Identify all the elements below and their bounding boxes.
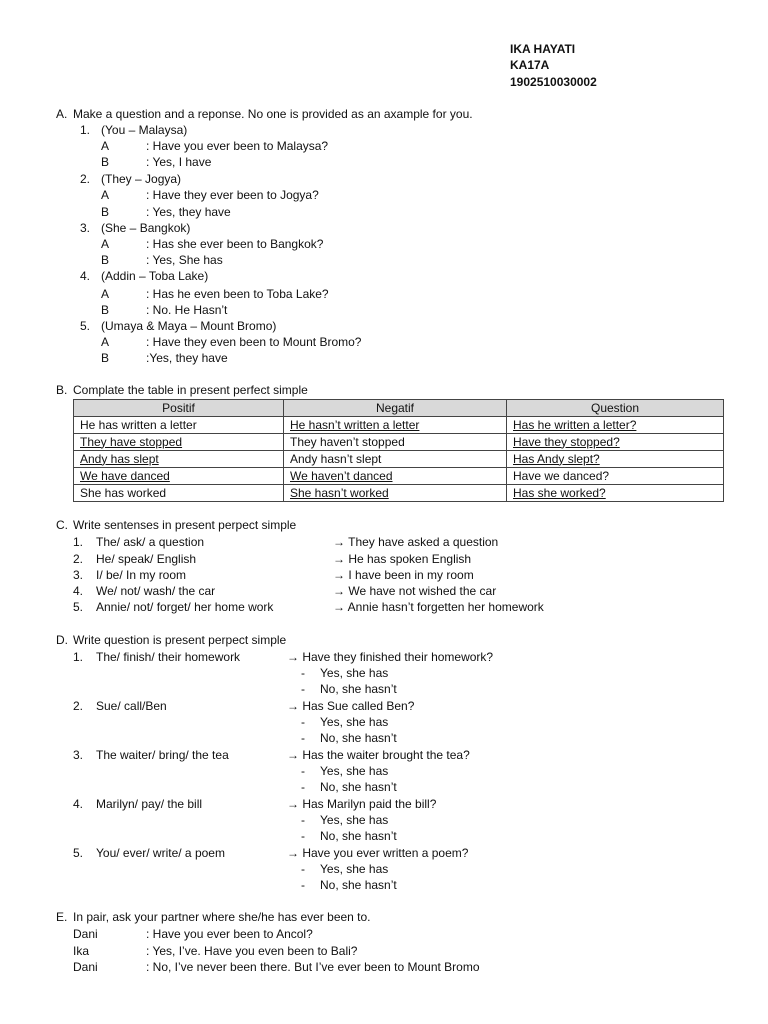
question-prompt: Marilyn/ pay/ the bill xyxy=(96,797,203,811)
section-c-letter: C. xyxy=(56,518,68,532)
dialogue-line: : Yes, I’ve. Have you even been to Bali? xyxy=(146,944,358,958)
item-number: 2. xyxy=(73,552,84,566)
dash: - xyxy=(301,682,305,696)
dash: - xyxy=(301,666,305,680)
dialogue-speaker: Ika xyxy=(73,944,90,958)
dash: - xyxy=(301,813,305,827)
class-code: KA17A xyxy=(510,58,550,72)
table-row xyxy=(74,468,724,485)
sentence-answer: → He has spoken English xyxy=(333,552,472,566)
table-row xyxy=(74,417,724,434)
question-prompt: The waiter/ bring/ the tea xyxy=(96,748,229,762)
item-number: 4. xyxy=(73,797,84,811)
section-e-letter: E. xyxy=(56,910,68,924)
dash: - xyxy=(301,764,305,778)
item-number: 1. xyxy=(80,123,91,137)
item-number: 1. xyxy=(73,650,84,664)
present-perfect-table xyxy=(73,399,724,502)
question-answer: → Has Marilyn paid the bill? xyxy=(287,797,437,811)
question-answer: → Have you ever written a poem? xyxy=(287,846,469,860)
item-subject: (They – Jogya) xyxy=(101,172,182,186)
question-text: : Have you ever been to Malaysa? xyxy=(146,139,329,153)
column-header-question: Question xyxy=(507,400,724,417)
sentence-prompt: The/ ask/ a question xyxy=(96,535,205,549)
section-d-letter: D. xyxy=(56,633,68,647)
dialogue-line: : Have you ever been to Ancol? xyxy=(146,927,313,941)
table-cell: We have danced xyxy=(74,468,284,485)
table-row xyxy=(74,485,724,502)
answer-text: : Yes, they have xyxy=(146,205,231,219)
question-text: : Has he even been to Toba Lake? xyxy=(146,287,329,301)
sentence-answer: → They have asked a question xyxy=(333,535,499,549)
speaker-b: B xyxy=(101,351,110,365)
table-cell: Have they stopped? xyxy=(507,434,724,451)
short-answer-no: No, she hasn’t xyxy=(320,731,397,745)
answer-text: : Yes, I have xyxy=(146,155,212,169)
item-subject: (Umaya & Maya – Mount Bromo) xyxy=(101,319,277,333)
answer-text: :Yes, they have xyxy=(146,351,228,365)
item-number: 2. xyxy=(80,172,91,186)
table-cell: She has worked xyxy=(74,485,284,502)
table-cell: Has Andy slept? xyxy=(507,451,724,468)
question-text: : Have they ever been to Jogya? xyxy=(146,188,319,202)
item-number: 1. xyxy=(73,535,84,549)
short-answer-no: No, she hasn’t xyxy=(320,780,397,794)
item-subject: (Addin – Toba Lake) xyxy=(101,269,209,283)
answer-text: : Yes, She has xyxy=(146,253,223,267)
question-text: : Have they even been to Mount Bromo? xyxy=(146,335,362,349)
section-e-title: In pair, ask your partner where she/he has ever been to. xyxy=(73,910,371,924)
section-b-letter: B. xyxy=(56,383,68,397)
item-number: 3. xyxy=(73,748,84,762)
dash: - xyxy=(301,715,305,729)
short-answer-yes: Yes, she has xyxy=(320,666,389,680)
dash: - xyxy=(301,862,305,876)
speaker-a: A xyxy=(101,335,110,349)
table-row xyxy=(74,451,724,468)
item-number: 4. xyxy=(80,269,91,283)
sentence-prompt: Annie/ not/ forget/ her home work xyxy=(96,600,274,614)
question-text: : Has she ever been to Bangkok? xyxy=(146,237,324,251)
answer-text: : No. He Hasn’t xyxy=(146,303,228,317)
sentence-prompt: He/ speak/ English xyxy=(96,552,197,566)
short-answer-yes: Yes, she has xyxy=(320,715,389,729)
question-answer: → Has the waiter brought the tea? xyxy=(287,748,470,762)
table-cell: He hasn’t written a letter xyxy=(284,417,507,434)
sentence-answer: → I have been in my room xyxy=(333,568,474,582)
table-cell: Has he written a letter? xyxy=(507,417,724,434)
speaker-b: B xyxy=(101,303,110,317)
sentence-prompt: We/ not/ wash/ the car xyxy=(96,584,216,598)
speaker-a: A xyxy=(101,237,110,251)
sentence-prompt: I/ be/ In my room xyxy=(96,568,187,582)
table-cell: Andy hasn’t slept xyxy=(284,451,507,468)
short-answer-no: No, she hasn’t xyxy=(320,878,397,892)
dialogue-line: : No, I’ve never been there. But I’ve ever been to Mount Bromo xyxy=(146,960,480,974)
item-number: 5. xyxy=(73,846,84,860)
table-cell: We haven’t danced xyxy=(284,468,507,485)
item-subject: (She – Bangkok) xyxy=(101,221,191,235)
question-prompt: Sue/ call/Ben xyxy=(96,699,167,713)
item-number: 5. xyxy=(80,319,91,333)
short-answer-yes: Yes, she has xyxy=(320,813,389,827)
table-cell: He has written a letter xyxy=(74,417,284,434)
column-header-negatif: Negatif xyxy=(284,400,507,417)
table-cell: Has she worked? xyxy=(507,485,724,502)
question-answer: → Has Sue called Ben? xyxy=(287,699,415,713)
table-row xyxy=(74,434,724,451)
dialogue-speaker: Dani xyxy=(73,927,98,941)
speaker-a: A xyxy=(101,188,110,202)
question-prompt: The/ finish/ their homework xyxy=(96,650,241,664)
speaker-a: A xyxy=(101,139,110,153)
item-number: 3. xyxy=(73,568,84,582)
speaker-b: B xyxy=(101,205,110,219)
sentence-answer: → We have not wished the car xyxy=(333,584,497,598)
speaker-a: A xyxy=(101,287,110,301)
table-cell: She hasn’t worked xyxy=(284,485,507,502)
section-b-title: Complate the table in present perfect simple xyxy=(73,383,308,397)
question-prompt: You/ ever/ write/ a poem xyxy=(96,846,225,860)
dialogue-speaker: Dani xyxy=(73,960,98,974)
student-id: 1902510030002 xyxy=(510,75,597,89)
dash: - xyxy=(301,878,305,892)
table-header-row xyxy=(74,400,724,417)
short-answer-yes: Yes, she has xyxy=(320,764,389,778)
dash: - xyxy=(301,780,305,794)
item-number: 5. xyxy=(73,600,84,614)
section-d-title: Write question is present perpect simple xyxy=(73,633,287,647)
item-number: 2. xyxy=(73,699,84,713)
table-cell: They have stopped xyxy=(74,434,284,451)
item-number: 3. xyxy=(80,221,91,235)
short-answer-no: No, she hasn’t xyxy=(320,829,397,843)
dash: - xyxy=(301,731,305,745)
section-c-title: Write sentenses in present perpect simple xyxy=(73,518,297,532)
question-answer: → Have they finished their homework? xyxy=(287,650,494,664)
short-answer-yes: Yes, she has xyxy=(320,862,389,876)
dash: - xyxy=(301,829,305,843)
short-answer-no: No, she hasn’t xyxy=(320,682,397,696)
table-cell: Have we danced? xyxy=(507,468,724,485)
section-a-letter: A. xyxy=(56,107,68,121)
speaker-b: B xyxy=(101,155,110,169)
sentence-answer: → Annie hasn’t forgetten her homework xyxy=(333,600,544,614)
item-number: 4. xyxy=(73,584,84,598)
column-header-positif: Positif xyxy=(74,400,284,417)
table-cell: They haven’t stopped xyxy=(284,434,507,451)
student-name: IKA HAYATI xyxy=(510,42,576,56)
speaker-b: B xyxy=(101,253,110,267)
section-a-title: Make a question and a reponse. No one is provided as an axample for you. xyxy=(73,107,473,121)
item-subject: (You – Malaysa) xyxy=(101,123,188,137)
table-cell: Andy has slept xyxy=(74,451,284,468)
